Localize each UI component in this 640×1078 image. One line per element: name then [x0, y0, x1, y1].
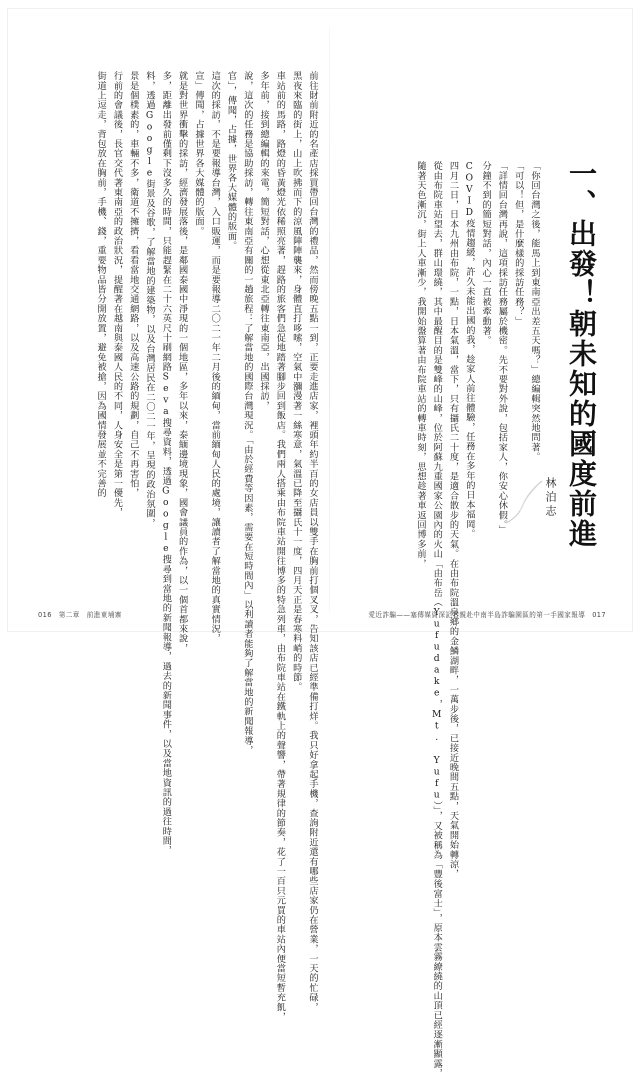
- paragraph: 景是個樸素的，車輛不多，衛道不擁擠，看看當地交通網路，以及高速公路的規劃，自己不再害怕，: [127, 71, 139, 498]
- paragraph: 黑夜來臨的街上，山上吹拂而下的涼風陣陣襲來，身體直打哆嗦，空氣中瀰漫著一絲寒意，氣溫已降至攝氏十一度，四月天正是春寒料峭的時節。: [290, 71, 302, 692]
- paragraph: 「你回台灣之後，能馬上到東南亞出差五天嗎？」總編輯突然地問著。: [529, 161, 540, 462]
- paragraph: 就是對世界衝擊的採訪，經濟發展落後，是鄰國泰國中淨現的一個地區，多年以來，泰緬邊境現象，國會議員的作為，以一個首都來說，: [176, 71, 188, 653]
- gutter: [329, 27, 330, 612]
- paragraph: 隨著天色漸沉，街上人車漸少，我開始盤算著由布院車站的轉車時刻，思想趁著車返回博多前，: [414, 161, 426, 569]
- paragraph: 多年前，接到總編輯的來電，簡短對話，心想從東北亞轉往東南亞，出國採訪，: [258, 71, 270, 411]
- paragraph: 分鐘不到的簡短對話，內心一直被牽動著。: [480, 161, 492, 346]
- paragraph: 「詳情回台灣再說，這項採訪任務屬於機密。先不要對外說，包括家人，你安心休假。」: [496, 161, 508, 535]
- paragraph: 說，這次的任務是協助採訪，轉往東南亞有關的一趟旅程：了解當地的國際台灣現況。「由於經費等因素，需要在短時間內」以利讀者能夠了解當地的新聞報導，: [241, 71, 253, 756]
- paragraph: 料，透過Google街景及谷歌，了解當地的建築物，以及台灣居民在二〇二一年，呈現的政治氛圍，: [144, 71, 156, 528]
- paragraph: 前往財前附近的名產店採買帶回台灣的禮品，然而傍晚五點一到，正要走進店家，裡頭年約半百的女店員以雙手在胸前打個叉叉，告知該店已經準備打烊。我只好拿起手機，查詢附近還有哪些店家仍在營業，一天的忙碌，: [307, 71, 318, 1012]
- paragraph: 官」，傳聞，占據，世界各大媒體的版面。: [225, 71, 237, 251]
- book-spread: [8, 9, 632, 1078]
- author-name: 林泊志: [544, 477, 557, 519]
- paragraph: 多，距離出發前僅剩下沒多久的時間，只能趕緊在二十六英尺十刷網路Seva搜尋資料，透過Google搜尋到當地的新聞報導，過去的新聞事件，以及當地資訊的過往時間，: [160, 71, 172, 856]
- paragraph: 街道上逗走，背包放在胸前，手機、錢，重要物品皆分開放置，避免被搶，因為國情發展並不完善的: [95, 71, 107, 498]
- paragraph: 「可以！但，是什麼樣的採訪任務？」: [512, 161, 524, 326]
- paragraph: COVID疫情趨緩，許久未能出國的我，趁家人前往體驗，任務在多年的日本福岡。: [463, 161, 475, 539]
- paragraph: 這次的採訪，不是要報導台灣，入口販運，而是要報導二〇二一年二月後的緬甸，當前緬甸人民的處境，讓讀者了解當地的真實情況，: [209, 71, 221, 644]
- chapter-title: 一、出發！朝未知的國度前進: [565, 159, 598, 549]
- paragraph: 四月二日，日本九州由布院，一點，日本氣溫，當下，只有攝氏二十度，是適合散步的天氣。在由布院溫泉鄉的金鱗湖畔，一萬步後，已接近晚間五點，天氣開始轉涼，: [447, 161, 459, 879]
- paragraph: 從由布院車站望去，群山環繞，其中最醒目的是雙峰的山峰，位於阿蘇九重國家公園內的火山「由布岳（Yufudake，Mt. Yufu）」，又被稱為「豐後富士」，原本雲霧繚繞的山頂已經逐漸顯露，: [431, 161, 443, 1078]
- paragraph: 行前的會議後，長官交代著東南亞的政治狀況，提醒著在越南與泰國人民的不同，人身安全是第一優先，: [111, 71, 123, 518]
- paragraph: 車站前的馬路，路燈的昏黃燈光依稀照亮著，趕路的旅客們急促地踏著腳步回到飯店。我們兩人搭乘由布院車站開往博多的特急列車，由布院車站在鐵軌上的聲響，帶著規律的節奏，花了一百只元買的車站內便當短暫充飢，: [274, 71, 286, 1022]
- folio-right: 愛近詐騙——塞傳媒資深記者親赴中南半島詐騙園區的第一手國家報導 017: [368, 611, 606, 619]
- folio-left: 016 第二章 前進東埔寨: [38, 611, 122, 619]
- paragraph: 宣」傳聞，占據世界各大媒體的版面。: [192, 71, 204, 236]
